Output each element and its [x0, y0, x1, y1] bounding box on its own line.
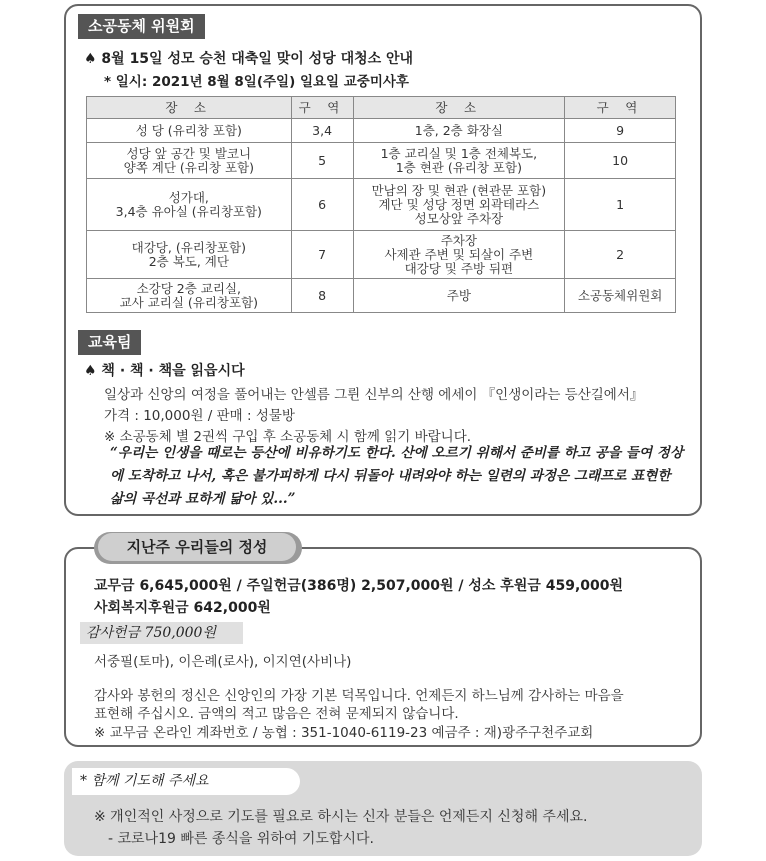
table-cell-place1: 성 당 (유리창 포함) [87, 119, 292, 143]
table-row [87, 279, 676, 313]
table-cell-place2: 주방 [353, 279, 565, 313]
prayer-tag: * 함께 기도해 주세요 [72, 768, 300, 795]
committee-tag: 소공동체 위원회 [78, 14, 205, 39]
prayer-line-1: ※ 개인적인 사정으로 기도를 필요로 하시는 신자 분들은 언제든지 신청해 주세요. [94, 809, 588, 825]
table-cell-zone1: 8 [291, 279, 353, 313]
book-quote: “우리는 인생을 때로는 등산에 비유하기도 한다. 산에 오르기 위해서 준비를 하고 공을 들여 정상에 도착하고 나서, 혹은 불가피하게 다시 뒤돌아 내려와야 하는 일련의 과정은 그래프로 표현한 삶의 곡선과 묘하게 닮아 있...” [110, 445, 684, 507]
table-cell-place2: 주차장 사제관 주변 및 되살이 주변 대강당 및 주방 뒤편 [353, 231, 565, 279]
table-row [87, 179, 676, 231]
prayer-line-2: - 코로나19 빠른 종식을 위하여 기도합시다. [108, 831, 374, 847]
offerings-line-1: 교무금 6,645,000원 / 주일헌금(386명) 2,507,000원 / 성소 후원금 459,000원 [94, 578, 624, 594]
cleaning-zone-table [86, 96, 676, 313]
table-row [87, 143, 676, 179]
table-cell-zone2: 1 [565, 179, 676, 231]
table-cell-zone1: 3,4 [291, 119, 353, 143]
cleaning-notice-title: ♠ 8월 15일 성모 승천 대축일 맞이 성당 대청소 안내 [84, 51, 414, 67]
offerings-line-2: 사회복지후원금 642,000원 [94, 600, 271, 616]
book-title: ♠ 책 · 책 · 책을 읽읍시다 [84, 363, 245, 379]
table-cell-zone1: 7 [291, 231, 353, 279]
header-zone-1: 구 역 [291, 97, 353, 119]
cleaning-notice-date: * 일시: 2021년 8월 8일(주일) 일요일 교중미사후 [104, 74, 409, 90]
table-cell-zone2: 10 [565, 143, 676, 179]
table-cell-place2: 1층, 2층 화장실 [353, 119, 565, 143]
table-cell-zone2: 소공동체위원회 [565, 279, 676, 313]
table-cell-place1: 성당 앞 공간 및 발코니 양쪽 계단 (유리창 포함) [87, 143, 292, 179]
education-tag: 교육팀 [78, 330, 141, 355]
table-cell-zone1: 5 [291, 143, 353, 179]
table-cell-zone2: 9 [565, 119, 676, 143]
table-row [87, 119, 676, 143]
table-header-row [87, 97, 676, 119]
table-row [87, 231, 676, 279]
table-cell-place1: 소강당 2층 교리실, 교사 교리실 (유리창포함) [87, 279, 292, 313]
offering-message-2: 표현해 주십시오. 금액의 적고 많음은 전혀 문제되지 않습니다. [94, 706, 459, 722]
header-zone-2: 구 역 [565, 97, 676, 119]
table-cell-place1: 성가대, 3,4층 유아실 (유리창포함) [87, 179, 292, 231]
table-cell-zone1: 6 [291, 179, 353, 231]
account-info: ※ 교무금 온라인 계좌번호 / 농협 : 351-1040-6119-23 예금주 : 재)광주구천주교회 [94, 725, 594, 741]
book-note: ※ 소공동체 별 2권씩 구입 후 소공동체 시 함께 읽기 바랍니다. [104, 429, 472, 445]
thanks-offering-label: 감사헌금 750,000원 [80, 622, 243, 644]
offering-message-1: 감사와 봉헌의 정신은 신앙인의 가장 기본 덕목입니다. 언제든지 하느님께 감사하는 마음을 [94, 688, 624, 704]
table-cell-place1: 대강당, (유리창포함) 2층 복도, 계단 [87, 231, 292, 279]
table-cell-place2: 1층 교리실 및 1층 전체복도, 1층 현관 (유리창 포함) [353, 143, 565, 179]
offerings-title: 지난주 우리들의 정성 [98, 533, 296, 561]
header-place-2: 장 소 [353, 97, 565, 119]
book-price: 가격 : 10,000원 / 판매 : 성물방 [104, 408, 295, 424]
book-description: 일상과 신앙의 여정을 풀어내는 안셀름 그륀 신부의 산행 에세이 『인생이라는 등산길에서』 [104, 387, 644, 403]
header-place-1: 장 소 [87, 97, 292, 119]
table-cell-zone2: 2 [565, 231, 676, 279]
table-cell-place2: 만남의 장 및 현관 (현관문 포함) 계단 및 성당 정면 외곽테라스 성모상앞 주차장 [353, 179, 565, 231]
thanks-donors: 서중필(토마), 이은례(로사), 이지연(사비나) [94, 654, 352, 670]
